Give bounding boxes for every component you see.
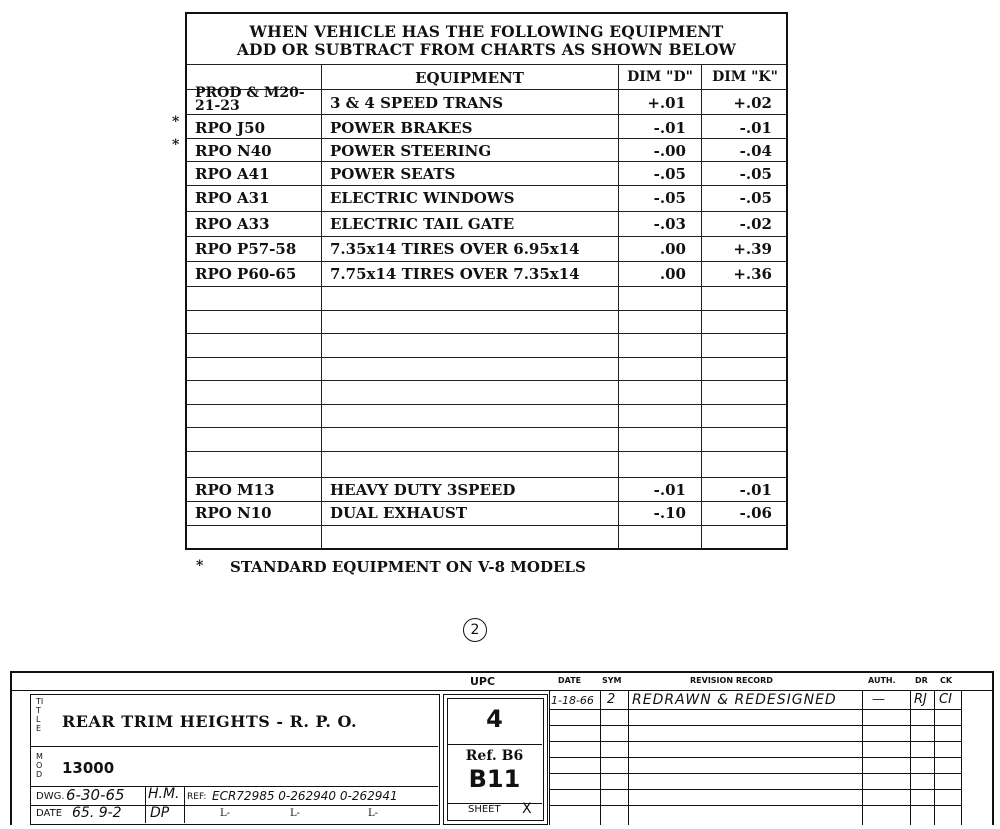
revision-header-sym: SYM [602,676,622,685]
row-rule [187,477,786,478]
ref-value: B11 [468,765,521,793]
row-dim-k: -.01 [739,119,772,137]
dwg-label: DWG. [36,791,65,802]
row-rule [187,138,786,139]
row-rule [187,185,786,186]
row-rule [187,236,786,237]
row-equipment: DUAL EXHAUST [330,504,467,522]
revision-ck: CI [939,692,952,707]
title-box-rule [30,746,438,747]
footnote-text: STANDARD EQUIPMENT ON V-8 MODELS [230,558,586,576]
row-dim-k: +.39 [733,240,772,258]
revision-grid-row [549,773,961,774]
footnote-asterisk: * [196,558,204,574]
row-dim-k: -.02 [739,215,772,233]
date-value: 65. 9-2 [72,805,122,821]
row-code: RPO M13 [195,481,275,499]
revision-header-ck: CK [940,676,953,685]
row-equipment: ELECTRIC WINDOWS [330,189,515,207]
row-code: RPO P60-65 [195,265,297,283]
row-rule [187,211,786,212]
row-dim-k: -.04 [739,142,772,160]
header-rule [187,64,786,65]
dwg-date: 6-30-65 [66,786,125,804]
date-label: DATE [36,808,63,819]
row-dim-d: +.01 [647,94,686,112]
column-rule [701,64,702,548]
standard-equipment-asterisk: * [172,137,180,153]
upc-box-rule [447,744,542,745]
row-rule [187,525,786,526]
equipment-adjustment-table [185,12,788,550]
row-dim-d: -.05 [653,165,686,183]
revision-record: REDRAWN & REDESIGNED [632,692,837,708]
row-dim-k: +.02 [733,94,772,112]
dwg-initials: H.M. [148,786,180,802]
row-equipment: 7.35x14 TIRES OVER 6.95x14 [330,240,580,258]
revision-auth: — [872,692,885,707]
column-rule [618,64,619,548]
row-code: RPO A33 [195,215,270,233]
dwg-divider [145,786,146,823]
row-dim-k: +.36 [733,265,772,283]
revision-header-auth: AUTH. [868,676,896,685]
row-dim-d: .00 [659,240,686,258]
row-dim-d: .00 [659,265,686,283]
row-rule [187,427,786,428]
revision-header-date: DATE [558,676,582,685]
upc-value: 4 [486,705,503,733]
column-rule [321,64,322,548]
row-rule [187,261,786,262]
revision-dr: RJ [914,692,927,707]
row-dim-d: -.10 [653,504,686,522]
revision-sym: 2 [607,692,616,707]
row-equipment: POWER STEERING [330,142,492,160]
row-rule [187,114,786,115]
row-rule [187,404,786,405]
column-header-equipment: EQUIPMENT [415,69,524,87]
table-title-line2: ADD OR SUBTRACT FROM CHARTS AS SHOWN BELOW [236,40,737,59]
row-rule [187,451,786,452]
row-equipment: ELECTRIC TAIL GATE [330,215,515,233]
row-equipment: POWER BRAKES [330,119,473,137]
revision-grid-row [549,789,961,790]
sheet-label: SHEET [468,804,501,815]
mod-label: MOD [36,752,43,779]
ref-numbers: ECR72985 0-262940 0-262941 [212,789,398,803]
revision-grid-col [961,690,962,825]
title-label: TITLE [36,697,44,733]
row-dim-k: -.01 [739,481,772,499]
row-equipment: POWER SEATS [330,165,456,183]
title-block-header-rule [10,690,994,691]
figure-number: 2 [463,618,487,642]
standard-equipment-asterisk: * [172,114,180,130]
row-dim-k: -.05 [739,189,772,207]
revision-date: 1-18-66 [551,694,594,707]
row-dim-d: -.01 [653,481,686,499]
row-dim-d: -.01 [653,119,686,137]
row-rule [187,357,786,358]
row-code: RPO A41 [195,165,270,183]
row-rule [187,161,786,162]
dwg-divider [184,786,185,823]
row-rule [187,380,786,381]
row-dim-d: -.05 [653,189,686,207]
row-code: RPO A31 [195,189,270,207]
row-code: RPO J50 [195,119,266,137]
revision-grid-row [549,757,961,758]
row-code: PROD & M20-21-23 [195,85,305,114]
drawing-title: REAR TRIM HEIGHTS - R. P. O. [62,712,358,731]
revision-header-record: REVISION RECORD [690,676,773,685]
l-mark: L- [368,808,379,819]
row-dim-d: -.03 [653,215,686,233]
mod-value: 13000 [62,759,115,777]
row-equipment: 3 & 4 SPEED TRANS [330,94,504,112]
column-header-dim-k: DIM "K" [712,69,778,85]
ref-prefix: REF: [187,792,207,802]
revision-grid-row [549,725,961,726]
ref-label: Ref. B6 [465,748,524,764]
row-code: RPO P57-58 [195,240,297,258]
row-rule [187,333,786,334]
table-title-line1: WHEN VEHICLE HAS THE FOLLOWING EQUIPMENT [249,22,724,41]
row-dim-k: -.06 [739,504,772,522]
revision-grid-row [549,741,961,742]
revision-header-dr: DR [915,676,928,685]
upc-label: UPC [470,675,496,688]
row-equipment: HEAVY DUTY 3SPEED [330,481,516,499]
row-rule [187,286,786,287]
row-code: RPO N40 [195,142,272,160]
date-initials: DP [150,805,170,821]
sheet-mark: X [522,801,532,817]
revision-grid-row [549,709,961,710]
row-equipment: 7.75x14 TIRES OVER 7.35x14 [330,265,580,283]
row-dim-d: -.00 [653,142,686,160]
revision-grid-row [549,805,961,806]
row-dim-k: -.05 [739,165,772,183]
row-code: RPO N10 [195,504,272,522]
row-rule [187,501,786,502]
column-header-dim-d: DIM "D" [627,69,693,85]
l-mark: L- [220,808,231,819]
row-rule [187,310,786,311]
l-mark: L- [290,808,301,819]
